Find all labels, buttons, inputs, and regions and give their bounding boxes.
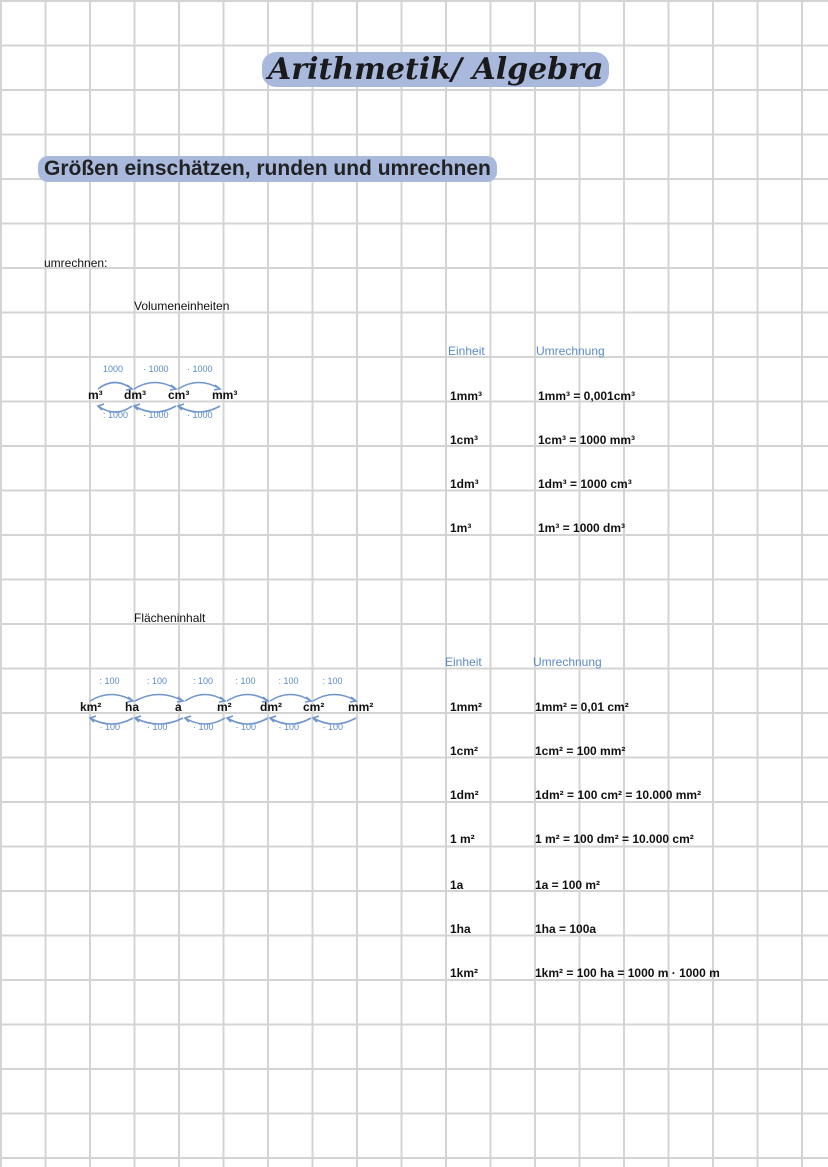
conversion-arrow-icon: [0, 0, 1, 1]
forward-operator: : 100: [193, 676, 214, 686]
volume-header-unit: Einheit: [448, 344, 485, 358]
row-conversion: 1cm³ = 1000 mm³: [538, 433, 636, 447]
unit-label: cm²: [303, 700, 325, 714]
row-unit: 1mm²: [450, 700, 483, 714]
row-unit: 1ha: [450, 922, 471, 936]
volume-label: Volumeneinheiten: [134, 299, 230, 313]
forward-operator: : 100: [147, 676, 168, 686]
row-conversion: 1 m² = 100 dm² = 10.000 cm²: [535, 832, 694, 846]
unit-label: dm²: [260, 700, 282, 714]
page-title: Arithmetik/ Algebra: [262, 52, 609, 87]
backward-operator: · 100: [193, 722, 214, 732]
row-conversion: 1mm³ = 0,001cm³: [538, 389, 636, 403]
area-header-unit: Einheit: [445, 655, 482, 669]
backward-operator: : 1000: [103, 410, 129, 420]
unit-label: ha: [125, 700, 140, 714]
row-unit: 1cm²: [450, 744, 479, 758]
backward-operator: · 100: [278, 722, 300, 732]
row-conversion: 1dm² = 100 cm² = 10.000 mm²: [535, 788, 702, 802]
row-conversion: 1km² = 100 ha = 1000 m · 1000 m: [535, 966, 720, 980]
area-header-conversion: Umrechnung: [533, 655, 602, 669]
row-conversion: 1m³ = 1000 dm³: [538, 521, 626, 535]
backward-operator: · 100: [322, 722, 344, 732]
row-unit: 1dm²: [450, 788, 479, 802]
row-unit: 1mm³: [450, 389, 483, 403]
section-heading: Größen einschätzen, runden und umrechnen: [38, 156, 497, 182]
row-unit: 1dm³: [450, 477, 479, 491]
backward-operator: · 1000: [143, 410, 169, 420]
row-conversion: 1a = 100 m²: [535, 878, 601, 892]
row-conversion: 1mm² = 0,01 cm²: [535, 700, 629, 714]
forward-operator: : 100: [278, 676, 299, 686]
row-conversion: 1ha = 100a: [535, 922, 597, 936]
backward-operator: · 1000: [187, 410, 213, 420]
section-label: umrechnen:: [44, 256, 108, 270]
backward-operator: · 100: [147, 722, 168, 732]
forward-operator: · 1000: [143, 364, 169, 374]
forward-operator: · 1000: [187, 364, 213, 374]
unit-label: a: [175, 700, 182, 714]
unit-label: m³: [88, 388, 103, 402]
row-unit: 1a: [450, 878, 464, 892]
unit-label: cm³: [168, 388, 190, 402]
forward-operator: 1000: [103, 364, 124, 374]
unit-label: km²: [80, 700, 102, 714]
unit-label: m²: [217, 700, 232, 714]
backward-operator: · 100: [235, 722, 257, 732]
unit-label: dm³: [124, 388, 146, 402]
row-conversion: 1cm² = 100 mm²: [535, 744, 626, 758]
row-unit: 1m³: [450, 521, 472, 535]
forward-operator: : 100: [99, 676, 120, 686]
unit-label: mm²: [348, 700, 374, 714]
forward-operator: : 100: [322, 676, 343, 686]
area-label: Flächeninhalt: [134, 611, 206, 625]
volume-header-conversion: Umrechnung: [536, 344, 605, 358]
forward-operator: : 100: [235, 676, 256, 686]
unit-label: mm³: [212, 388, 238, 402]
row-unit: 1km²: [450, 966, 479, 980]
row-unit: 1cm³: [450, 433, 479, 447]
backward-operator: · 100: [99, 722, 121, 732]
row-unit: 1 m²: [450, 832, 475, 846]
row-conversion: 1dm³ = 1000 cm³: [538, 477, 632, 491]
